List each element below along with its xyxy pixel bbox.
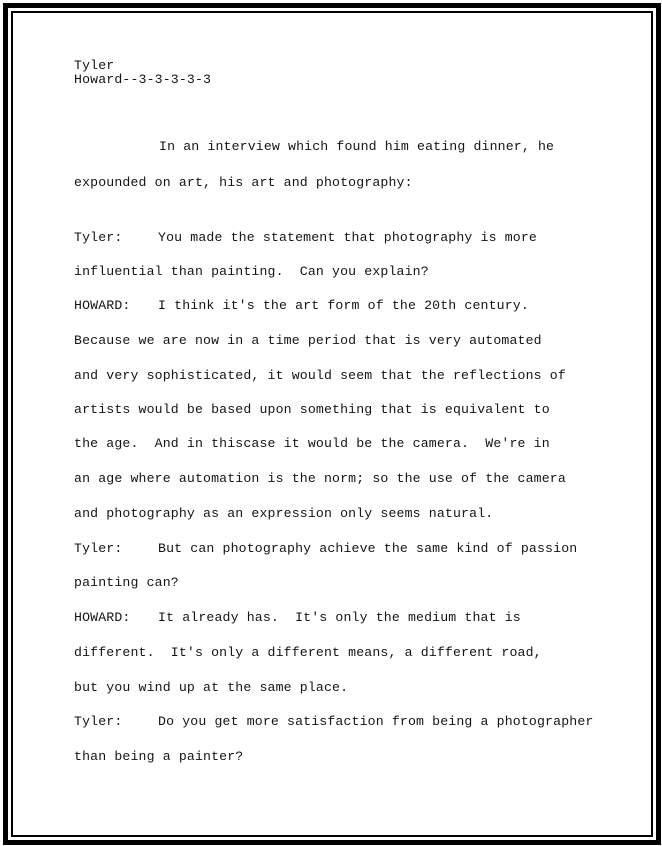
dialogue-text: But can photography achieve the same kind of passion bbox=[158, 541, 578, 556]
dialogue-line: Because we are now in a time period that is very automated bbox=[74, 333, 542, 348]
dialogue-text: It already has. It's only the medium that is bbox=[158, 610, 521, 625]
dialogue-line bbox=[74, 714, 593, 730]
header-name: Tyler bbox=[74, 58, 115, 73]
page-border-inner bbox=[11, 11, 653, 837]
intro-line: expounded on art, his art and photography: bbox=[74, 175, 413, 190]
dialogue-line bbox=[74, 541, 577, 557]
dialogue-line: different. It's only a different means, a different road, bbox=[74, 645, 542, 660]
dialogue-line: than being a painter? bbox=[74, 749, 244, 764]
speaker-label: HOWARD: bbox=[74, 610, 131, 625]
dialogue-line: artists would be based upon something that is equivalent to bbox=[74, 402, 550, 417]
dialogue-line: painting can? bbox=[74, 575, 179, 590]
dialogue-line: an age where automation is the norm; so the use of the camera bbox=[74, 471, 566, 486]
dialogue-text: I think it's the art form of the 20th century. bbox=[158, 298, 529, 313]
typed-page bbox=[13, 13, 651, 835]
speaker-label: Tyler: bbox=[74, 714, 123, 729]
intro-line: In an interview which found him eating dinner, he bbox=[159, 139, 555, 154]
page-border-outer bbox=[3, 3, 661, 845]
dialogue-line: but you wind up at the same place. bbox=[74, 680, 349, 695]
dialogue-line bbox=[74, 610, 521, 626]
dialogue-line bbox=[74, 298, 529, 314]
dialogue-line: the age. And in thiscase it would be the camera. We're in bbox=[74, 436, 550, 451]
speaker-label: Tyler: bbox=[74, 541, 123, 556]
dialogue-text: Do you get more satisfaction from being a photographer bbox=[158, 714, 594, 729]
speaker-label: Tyler: bbox=[74, 230, 123, 245]
dialogue-line: influential than painting. Can you explain? bbox=[74, 264, 429, 279]
dialogue-line bbox=[74, 230, 537, 246]
dialogue-line: and photography as an expression only seems natural. bbox=[74, 506, 494, 521]
dialogue-line: and very sophisticated, it would seem that the reflections of bbox=[74, 368, 566, 383]
speaker-label: HOWARD: bbox=[74, 298, 131, 313]
header-page-number: Howard--3-3-3-3-3 bbox=[74, 72, 212, 87]
dialogue-text: You made the statement that photography is more bbox=[158, 230, 537, 245]
